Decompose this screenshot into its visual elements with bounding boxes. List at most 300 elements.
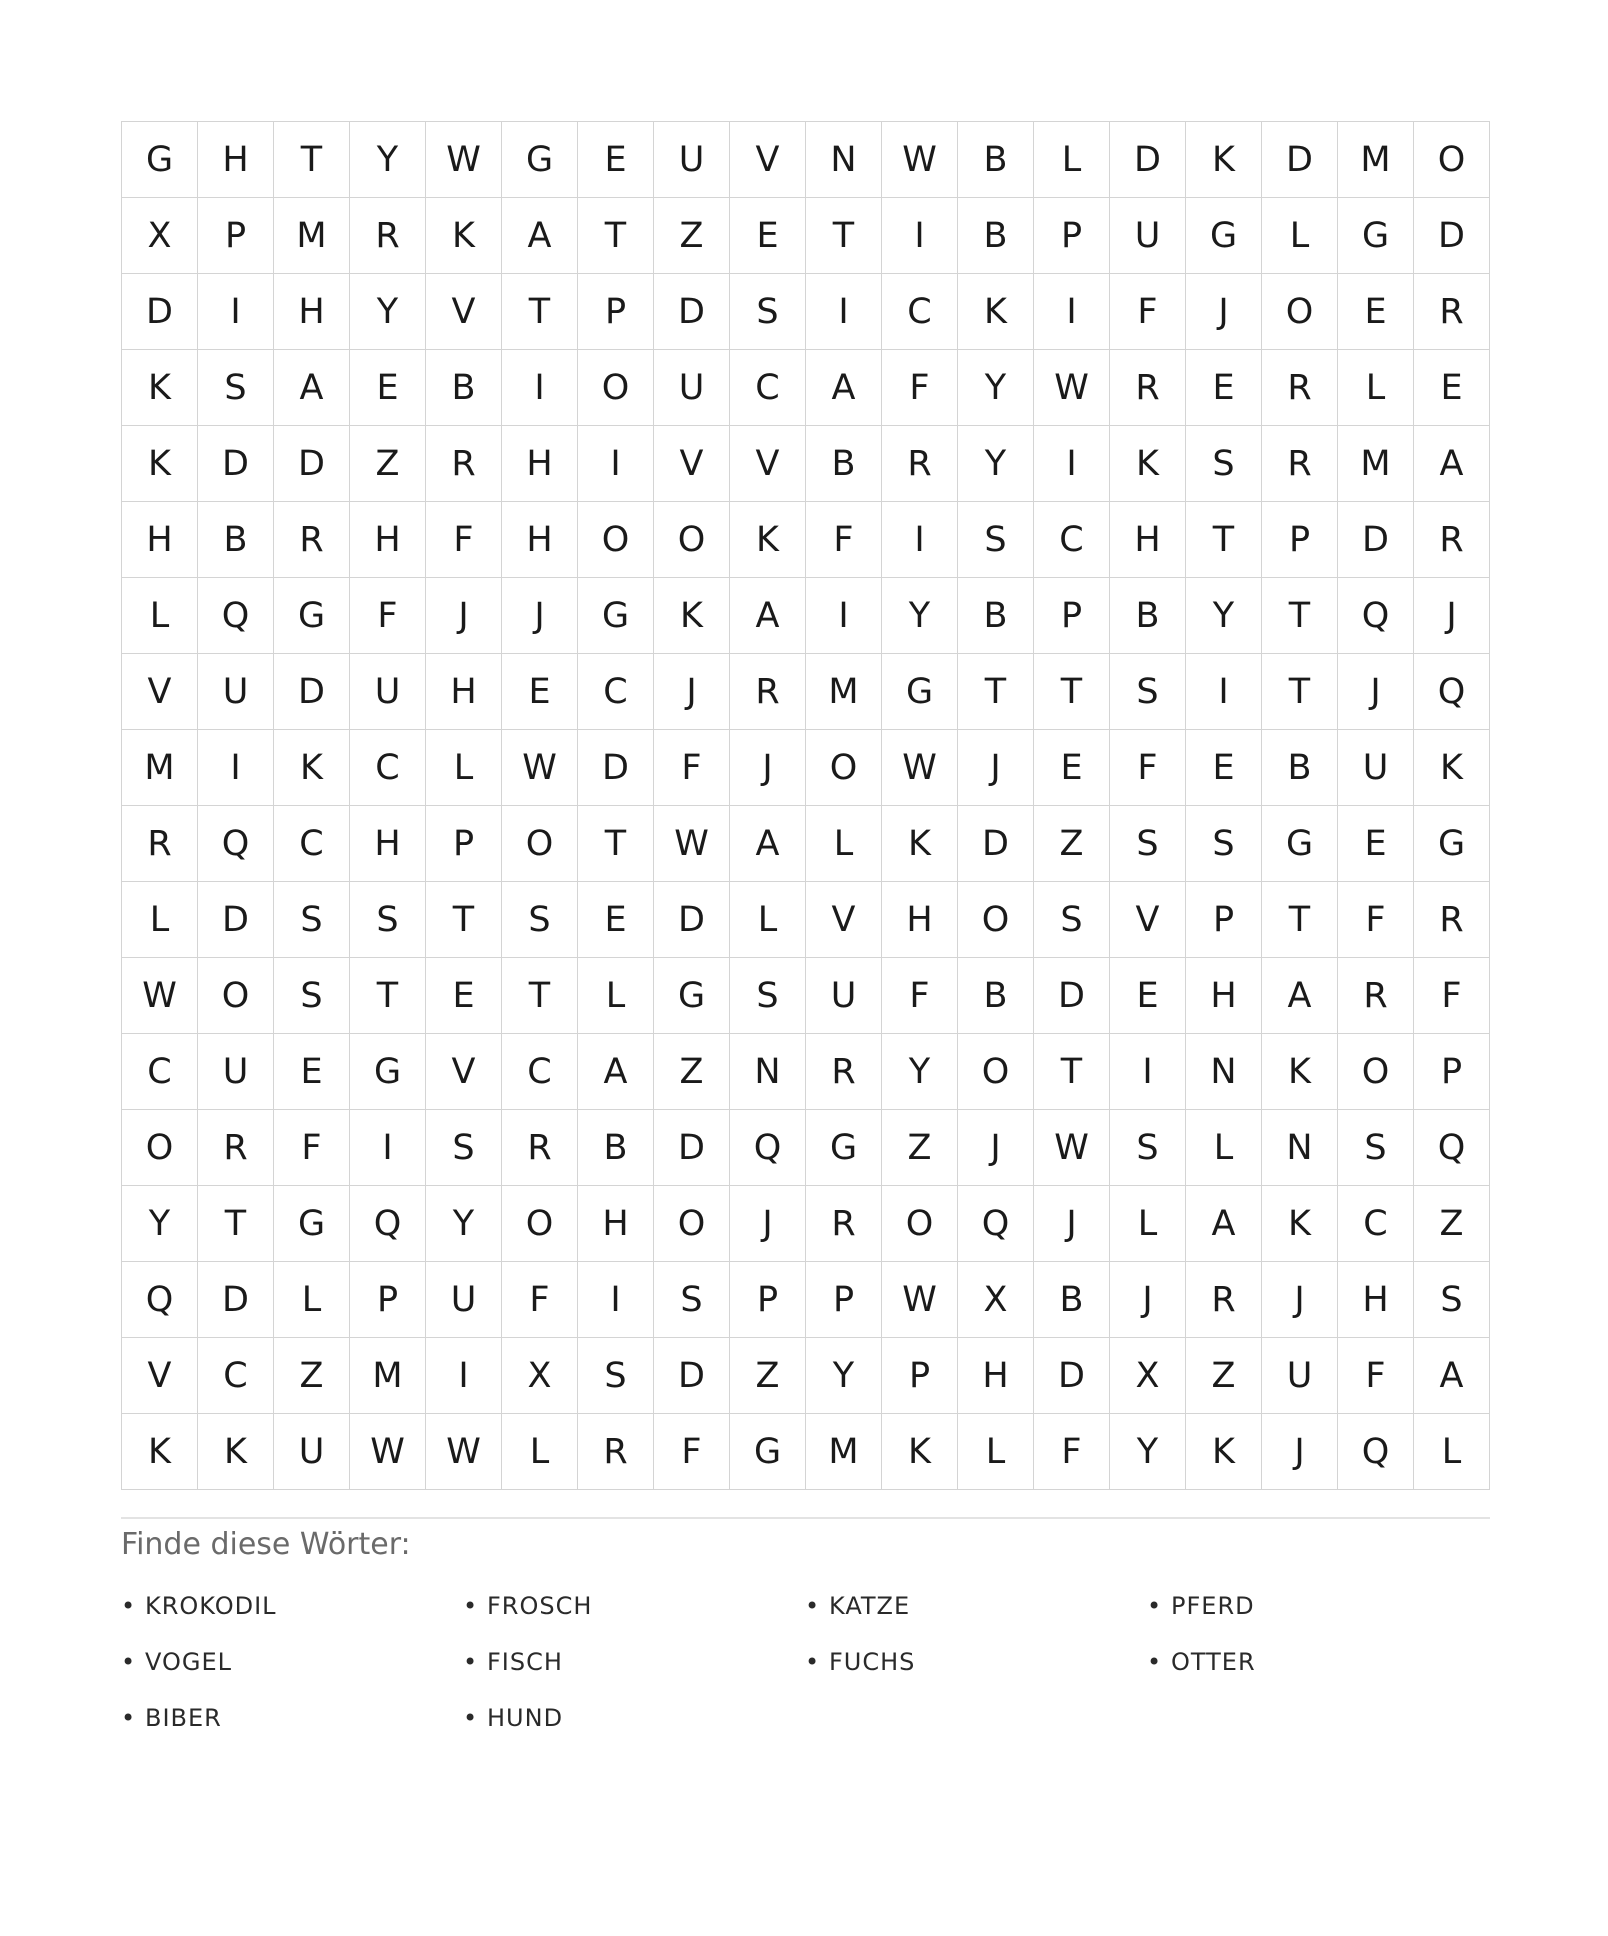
grid-cell[interactable]: B <box>578 1110 654 1186</box>
grid-cell[interactable]: S <box>654 1262 730 1338</box>
grid-cell[interactable]: Z <box>882 1110 958 1186</box>
grid-cell[interactable]: I <box>1110 1034 1186 1110</box>
grid-cell[interactable]: X <box>122 198 198 274</box>
grid-cell[interactable]: V <box>730 426 806 502</box>
grid-cell[interactable]: L <box>1110 1186 1186 1262</box>
grid-cell[interactable]: I <box>806 274 882 350</box>
grid-cell[interactable]: V <box>122 1338 198 1414</box>
grid-cell[interactable]: Y <box>350 122 426 198</box>
grid-cell[interactable]: U <box>350 654 426 730</box>
grid-cell[interactable]: E <box>350 350 426 426</box>
grid-cell[interactable]: H <box>958 1338 1034 1414</box>
grid-cell[interactable]: P <box>1034 198 1110 274</box>
grid-cell[interactable]: T <box>1034 1034 1110 1110</box>
grid-cell[interactable]: F <box>1338 882 1414 958</box>
grid-cell[interactable]: P <box>1262 502 1338 578</box>
grid-cell[interactable]: H <box>502 502 578 578</box>
grid-cell[interactable]: D <box>274 426 350 502</box>
grid-cell[interactable]: F <box>350 578 426 654</box>
grid-cell[interactable]: D <box>198 1262 274 1338</box>
grid-cell[interactable]: J <box>730 730 806 806</box>
grid-cell[interactable]: S <box>1110 806 1186 882</box>
grid-cell[interactable]: Z <box>730 1338 806 1414</box>
grid-cell[interactable]: R <box>426 426 502 502</box>
grid-cell[interactable]: R <box>1414 882 1490 958</box>
grid-cell[interactable]: T <box>1034 654 1110 730</box>
grid-cell[interactable]: C <box>578 654 654 730</box>
grid-cell[interactable]: J <box>426 578 502 654</box>
grid-cell[interactable]: P <box>426 806 502 882</box>
grid-cell[interactable]: F <box>882 350 958 426</box>
grid-cell[interactable]: C <box>274 806 350 882</box>
grid-cell[interactable]: J <box>1034 1186 1110 1262</box>
grid-cell[interactable]: H <box>198 122 274 198</box>
grid-cell[interactable]: H <box>1186 958 1262 1034</box>
grid-cell[interactable]: L <box>1034 122 1110 198</box>
grid-cell[interactable]: W <box>426 1414 502 1490</box>
grid-cell[interactable]: S <box>730 958 806 1034</box>
grid-cell[interactable]: M <box>1338 426 1414 502</box>
grid-cell[interactable]: U <box>198 654 274 730</box>
grid-cell[interactable]: N <box>806 122 882 198</box>
grid-cell[interactable]: R <box>1338 958 1414 1034</box>
grid-cell[interactable]: C <box>502 1034 578 1110</box>
grid-cell[interactable]: L <box>578 958 654 1034</box>
grid-cell[interactable]: O <box>1414 122 1490 198</box>
grid-cell[interactable]: G <box>350 1034 426 1110</box>
grid-cell[interactable]: D <box>1110 122 1186 198</box>
grid-cell[interactable]: T <box>1186 502 1262 578</box>
grid-cell[interactable]: L <box>1262 198 1338 274</box>
grid-cell[interactable]: S <box>1186 426 1262 502</box>
grid-cell[interactable]: B <box>958 122 1034 198</box>
grid-cell[interactable]: D <box>198 426 274 502</box>
grid-cell[interactable]: K <box>1186 122 1262 198</box>
grid-cell[interactable]: D <box>958 806 1034 882</box>
grid-cell[interactable]: R <box>350 198 426 274</box>
grid-cell[interactable]: U <box>198 1034 274 1110</box>
grid-cell[interactable]: A <box>1414 1338 1490 1414</box>
grid-cell[interactable]: A <box>1414 426 1490 502</box>
grid-cell[interactable]: S <box>1186 806 1262 882</box>
grid-cell[interactable]: H <box>426 654 502 730</box>
grid-cell[interactable]: S <box>578 1338 654 1414</box>
grid-cell[interactable]: S <box>1338 1110 1414 1186</box>
grid-cell[interactable]: P <box>198 198 274 274</box>
grid-cell[interactable]: E <box>1186 350 1262 426</box>
grid-cell[interactable]: Y <box>1186 578 1262 654</box>
grid-cell[interactable]: L <box>502 1414 578 1490</box>
grid-cell[interactable]: O <box>654 1186 730 1262</box>
grid-cell[interactable]: Q <box>958 1186 1034 1262</box>
grid-cell[interactable]: S <box>1034 882 1110 958</box>
grid-cell[interactable]: N <box>730 1034 806 1110</box>
grid-cell[interactable]: J <box>1186 274 1262 350</box>
grid-cell[interactable]: B <box>1262 730 1338 806</box>
grid-cell[interactable]: R <box>1262 426 1338 502</box>
grid-cell[interactable]: M <box>122 730 198 806</box>
grid-cell[interactable]: W <box>350 1414 426 1490</box>
grid-cell[interactable]: S <box>1110 1110 1186 1186</box>
grid-cell[interactable]: U <box>1262 1338 1338 1414</box>
grid-cell[interactable]: L <box>1186 1110 1262 1186</box>
grid-cell[interactable]: W <box>882 122 958 198</box>
grid-cell[interactable]: T <box>502 958 578 1034</box>
grid-cell[interactable]: T <box>502 274 578 350</box>
grid-cell[interactable]: M <box>350 1338 426 1414</box>
grid-cell[interactable]: D <box>654 1338 730 1414</box>
grid-cell[interactable]: O <box>958 882 1034 958</box>
grid-cell[interactable]: Z <box>1414 1186 1490 1262</box>
grid-cell[interactable]: W <box>1034 1110 1110 1186</box>
grid-cell[interactable]: M <box>274 198 350 274</box>
grid-cell[interactable]: T <box>1262 882 1338 958</box>
grid-cell[interactable]: I <box>882 198 958 274</box>
grid-cell[interactable]: G <box>122 122 198 198</box>
grid-cell[interactable]: H <box>882 882 958 958</box>
grid-cell[interactable]: G <box>1262 806 1338 882</box>
grid-cell[interactable]: U <box>1110 198 1186 274</box>
grid-cell[interactable]: O <box>198 958 274 1034</box>
grid-cell[interactable]: R <box>806 1034 882 1110</box>
grid-cell[interactable]: U <box>806 958 882 1034</box>
grid-cell[interactable]: V <box>122 654 198 730</box>
grid-cell[interactable]: L <box>122 882 198 958</box>
grid-cell[interactable]: T <box>806 198 882 274</box>
grid-cell[interactable]: C <box>122 1034 198 1110</box>
grid-cell[interactable]: H <box>274 274 350 350</box>
grid-cell[interactable]: B <box>198 502 274 578</box>
grid-cell[interactable]: D <box>274 654 350 730</box>
grid-cell[interactable]: I <box>806 578 882 654</box>
grid-cell[interactable]: E <box>274 1034 350 1110</box>
grid-cell[interactable]: R <box>1414 274 1490 350</box>
grid-cell[interactable]: J <box>1262 1262 1338 1338</box>
grid-cell[interactable]: H <box>350 502 426 578</box>
grid-cell[interactable]: G <box>730 1414 806 1490</box>
grid-cell[interactable]: K <box>1110 426 1186 502</box>
grid-cell[interactable]: A <box>274 350 350 426</box>
grid-cell[interactable]: I <box>578 426 654 502</box>
grid-cell[interactable]: P <box>1034 578 1110 654</box>
grid-cell[interactable]: J <box>1110 1262 1186 1338</box>
grid-cell[interactable]: W <box>882 730 958 806</box>
grid-cell[interactable]: P <box>350 1262 426 1338</box>
grid-cell[interactable]: X <box>958 1262 1034 1338</box>
grid-cell[interactable]: J <box>958 730 1034 806</box>
grid-cell[interactable]: D <box>198 882 274 958</box>
grid-cell[interactable]: R <box>578 1414 654 1490</box>
grid-cell[interactable]: Q <box>1338 1414 1414 1490</box>
grid-cell[interactable]: J <box>1338 654 1414 730</box>
grid-cell[interactable]: Q <box>1414 654 1490 730</box>
grid-cell[interactable]: S <box>958 502 1034 578</box>
grid-cell[interactable]: L <box>122 578 198 654</box>
grid-cell[interactable]: W <box>426 122 502 198</box>
grid-cell[interactable]: X <box>1110 1338 1186 1414</box>
grid-cell[interactable]: A <box>578 1034 654 1110</box>
grid-cell[interactable]: U <box>654 122 730 198</box>
grid-cell[interactable]: F <box>882 958 958 1034</box>
grid-cell[interactable]: J <box>730 1186 806 1262</box>
grid-cell[interactable]: B <box>1110 578 1186 654</box>
grid-cell[interactable]: K <box>1414 730 1490 806</box>
grid-cell[interactable]: E <box>1110 958 1186 1034</box>
grid-cell[interactable]: I <box>1034 426 1110 502</box>
grid-cell[interactable]: A <box>1262 958 1338 1034</box>
grid-cell[interactable]: T <box>274 122 350 198</box>
grid-cell[interactable]: F <box>1110 730 1186 806</box>
grid-cell[interactable]: Z <box>654 1034 730 1110</box>
grid-cell[interactable]: Q <box>122 1262 198 1338</box>
grid-cell[interactable]: C <box>1034 502 1110 578</box>
grid-cell[interactable]: S <box>350 882 426 958</box>
grid-cell[interactable]: B <box>958 958 1034 1034</box>
grid-cell[interactable]: K <box>122 426 198 502</box>
grid-cell[interactable]: V <box>426 1034 502 1110</box>
grid-cell[interactable]: G <box>806 1110 882 1186</box>
grid-cell[interactable]: G <box>274 1186 350 1262</box>
grid-cell[interactable]: C <box>198 1338 274 1414</box>
grid-cell[interactable]: E <box>730 198 806 274</box>
grid-cell[interactable]: F <box>426 502 502 578</box>
grid-cell[interactable]: Q <box>198 578 274 654</box>
grid-cell[interactable]: D <box>1338 502 1414 578</box>
grid-cell[interactable]: V <box>654 426 730 502</box>
grid-cell[interactable]: I <box>502 350 578 426</box>
grid-cell[interactable]: G <box>578 578 654 654</box>
grid-cell[interactable]: A <box>1186 1186 1262 1262</box>
grid-cell[interactable]: I <box>198 274 274 350</box>
grid-cell[interactable]: F <box>1110 274 1186 350</box>
grid-cell[interactable]: I <box>426 1338 502 1414</box>
grid-cell[interactable]: A <box>806 350 882 426</box>
grid-cell[interactable]: Z <box>350 426 426 502</box>
grid-cell[interactable]: L <box>1338 350 1414 426</box>
grid-cell[interactable]: Q <box>198 806 274 882</box>
grid-cell[interactable]: G <box>654 958 730 1034</box>
grid-cell[interactable]: Q <box>1414 1110 1490 1186</box>
grid-cell[interactable]: D <box>654 882 730 958</box>
grid-cell[interactable]: R <box>1110 350 1186 426</box>
grid-cell[interactable]: L <box>274 1262 350 1338</box>
grid-cell[interactable]: K <box>1186 1414 1262 1490</box>
grid-cell[interactable]: E <box>1338 274 1414 350</box>
grid-cell[interactable]: O <box>654 502 730 578</box>
grid-cell[interactable]: W <box>122 958 198 1034</box>
grid-cell[interactable]: F <box>502 1262 578 1338</box>
grid-cell[interactable]: F <box>1338 1338 1414 1414</box>
grid-cell[interactable]: L <box>806 806 882 882</box>
grid-cell[interactable]: Y <box>806 1338 882 1414</box>
grid-cell[interactable]: L <box>958 1414 1034 1490</box>
grid-cell[interactable]: T <box>426 882 502 958</box>
grid-cell[interactable]: K <box>1262 1034 1338 1110</box>
grid-cell[interactable]: T <box>350 958 426 1034</box>
grid-cell[interactable]: S <box>1414 1262 1490 1338</box>
grid-cell[interactable]: K <box>198 1414 274 1490</box>
grid-cell[interactable]: O <box>502 806 578 882</box>
grid-cell[interactable]: K <box>882 806 958 882</box>
grid-cell[interactable]: R <box>730 654 806 730</box>
grid-cell[interactable]: Y <box>958 350 1034 426</box>
grid-cell[interactable]: V <box>730 122 806 198</box>
grid-cell[interactable]: C <box>1338 1186 1414 1262</box>
grid-cell[interactable]: Y <box>426 1186 502 1262</box>
grid-cell[interactable]: K <box>958 274 1034 350</box>
grid-cell[interactable]: K <box>122 350 198 426</box>
grid-cell[interactable]: O <box>502 1186 578 1262</box>
grid-cell[interactable]: A <box>502 198 578 274</box>
grid-cell[interactable]: M <box>1338 122 1414 198</box>
grid-cell[interactable]: C <box>730 350 806 426</box>
grid-cell[interactable]: H <box>1338 1262 1414 1338</box>
grid-cell[interactable]: X <box>502 1338 578 1414</box>
grid-cell[interactable]: Q <box>730 1110 806 1186</box>
grid-cell[interactable]: T <box>198 1186 274 1262</box>
grid-cell[interactable]: D <box>122 274 198 350</box>
grid-cell[interactable]: E <box>1034 730 1110 806</box>
grid-cell[interactable]: O <box>1338 1034 1414 1110</box>
grid-cell[interactable]: W <box>502 730 578 806</box>
grid-cell[interactable]: C <box>882 274 958 350</box>
grid-cell[interactable]: I <box>578 1262 654 1338</box>
grid-cell[interactable]: Y <box>350 274 426 350</box>
grid-cell[interactable]: T <box>1262 654 1338 730</box>
grid-cell[interactable]: S <box>274 958 350 1034</box>
grid-cell[interactable]: I <box>1186 654 1262 730</box>
grid-cell[interactable]: L <box>1414 1414 1490 1490</box>
grid-cell[interactable]: S <box>1110 654 1186 730</box>
grid-cell[interactable]: H <box>350 806 426 882</box>
grid-cell[interactable]: N <box>1262 1110 1338 1186</box>
grid-cell[interactable]: U <box>426 1262 502 1338</box>
grid-cell[interactable]: U <box>1338 730 1414 806</box>
grid-cell[interactable]: Y <box>882 1034 958 1110</box>
grid-cell[interactable]: K <box>274 730 350 806</box>
grid-cell[interactable]: O <box>806 730 882 806</box>
grid-cell[interactable]: P <box>806 1262 882 1338</box>
grid-cell[interactable]: S <box>198 350 274 426</box>
grid-cell[interactable]: P <box>730 1262 806 1338</box>
grid-cell[interactable]: H <box>1110 502 1186 578</box>
grid-cell[interactable]: D <box>578 730 654 806</box>
grid-cell[interactable]: D <box>1414 198 1490 274</box>
grid-cell[interactable]: G <box>882 654 958 730</box>
grid-cell[interactable]: F <box>806 502 882 578</box>
grid-cell[interactable]: Y <box>958 426 1034 502</box>
grid-cell[interactable]: O <box>122 1110 198 1186</box>
grid-cell[interactable]: V <box>806 882 882 958</box>
grid-cell[interactable]: O <box>578 502 654 578</box>
grid-cell[interactable]: F <box>1414 958 1490 1034</box>
grid-cell[interactable]: Z <box>274 1338 350 1414</box>
grid-cell[interactable]: L <box>426 730 502 806</box>
grid-cell[interactable]: R <box>1186 1262 1262 1338</box>
grid-cell[interactable]: Z <box>1186 1338 1262 1414</box>
grid-cell[interactable]: C <box>350 730 426 806</box>
grid-cell[interactable]: R <box>882 426 958 502</box>
grid-cell[interactable]: P <box>882 1338 958 1414</box>
grid-cell[interactable]: Y <box>122 1186 198 1262</box>
grid-cell[interactable]: B <box>806 426 882 502</box>
grid-cell[interactable]: N <box>1186 1034 1262 1110</box>
grid-cell[interactable]: H <box>122 502 198 578</box>
grid-cell[interactable]: Y <box>1110 1414 1186 1490</box>
grid-cell[interactable]: R <box>806 1186 882 1262</box>
grid-cell[interactable]: H <box>502 426 578 502</box>
grid-cell[interactable]: J <box>1414 578 1490 654</box>
grid-cell[interactable]: W <box>1034 350 1110 426</box>
grid-cell[interactable]: R <box>1262 350 1338 426</box>
grid-cell[interactable]: M <box>806 654 882 730</box>
grid-cell[interactable]: R <box>274 502 350 578</box>
grid-cell[interactable]: E <box>578 882 654 958</box>
grid-cell[interactable]: R <box>502 1110 578 1186</box>
grid-cell[interactable]: F <box>274 1110 350 1186</box>
grid-cell[interactable]: J <box>502 578 578 654</box>
grid-cell[interactable]: G <box>502 122 578 198</box>
grid-cell[interactable]: F <box>1034 1414 1110 1490</box>
grid-cell[interactable]: Z <box>1034 806 1110 882</box>
grid-cell[interactable]: B <box>426 350 502 426</box>
grid-cell[interactable]: P <box>578 274 654 350</box>
grid-cell[interactable]: O <box>958 1034 1034 1110</box>
grid-cell[interactable]: W <box>654 806 730 882</box>
grid-cell[interactable]: R <box>1414 502 1490 578</box>
grid-cell[interactable]: D <box>654 274 730 350</box>
grid-cell[interactable]: S <box>730 274 806 350</box>
grid-cell[interactable]: I <box>1034 274 1110 350</box>
grid-cell[interactable]: V <box>426 274 502 350</box>
grid-cell[interactable]: G <box>274 578 350 654</box>
grid-cell[interactable]: E <box>426 958 502 1034</box>
grid-cell[interactable]: I <box>882 502 958 578</box>
grid-cell[interactable]: T <box>578 806 654 882</box>
grid-cell[interactable]: I <box>198 730 274 806</box>
grid-cell[interactable]: K <box>882 1414 958 1490</box>
grid-cell[interactable]: B <box>958 198 1034 274</box>
grid-cell[interactable]: E <box>1414 350 1490 426</box>
grid-cell[interactable]: F <box>654 1414 730 1490</box>
grid-cell[interactable]: G <box>1186 198 1262 274</box>
grid-cell[interactable]: G <box>1414 806 1490 882</box>
grid-cell[interactable]: K <box>122 1414 198 1490</box>
grid-cell[interactable]: W <box>882 1262 958 1338</box>
grid-cell[interactable]: D <box>1034 1338 1110 1414</box>
grid-cell[interactable]: D <box>654 1110 730 1186</box>
grid-cell[interactable]: E <box>502 654 578 730</box>
grid-cell[interactable]: K <box>1262 1186 1338 1262</box>
grid-cell[interactable]: V <box>1110 882 1186 958</box>
grid-cell[interactable]: B <box>1034 1262 1110 1338</box>
grid-cell[interactable]: Y <box>882 578 958 654</box>
grid-cell[interactable]: U <box>274 1414 350 1490</box>
grid-cell[interactable]: O <box>578 350 654 426</box>
grid-cell[interactable]: K <box>654 578 730 654</box>
grid-cell[interactable]: A <box>730 578 806 654</box>
grid-cell[interactable]: D <box>1262 122 1338 198</box>
grid-cell[interactable]: S <box>274 882 350 958</box>
grid-cell[interactable]: J <box>958 1110 1034 1186</box>
grid-cell[interactable]: E <box>1338 806 1414 882</box>
grid-cell[interactable]: D <box>1034 958 1110 1034</box>
grid-cell[interactable]: Q <box>350 1186 426 1262</box>
grid-cell[interactable]: Q <box>1338 578 1414 654</box>
grid-cell[interactable]: A <box>730 806 806 882</box>
grid-cell[interactable]: K <box>730 502 806 578</box>
grid-cell[interactable]: S <box>502 882 578 958</box>
